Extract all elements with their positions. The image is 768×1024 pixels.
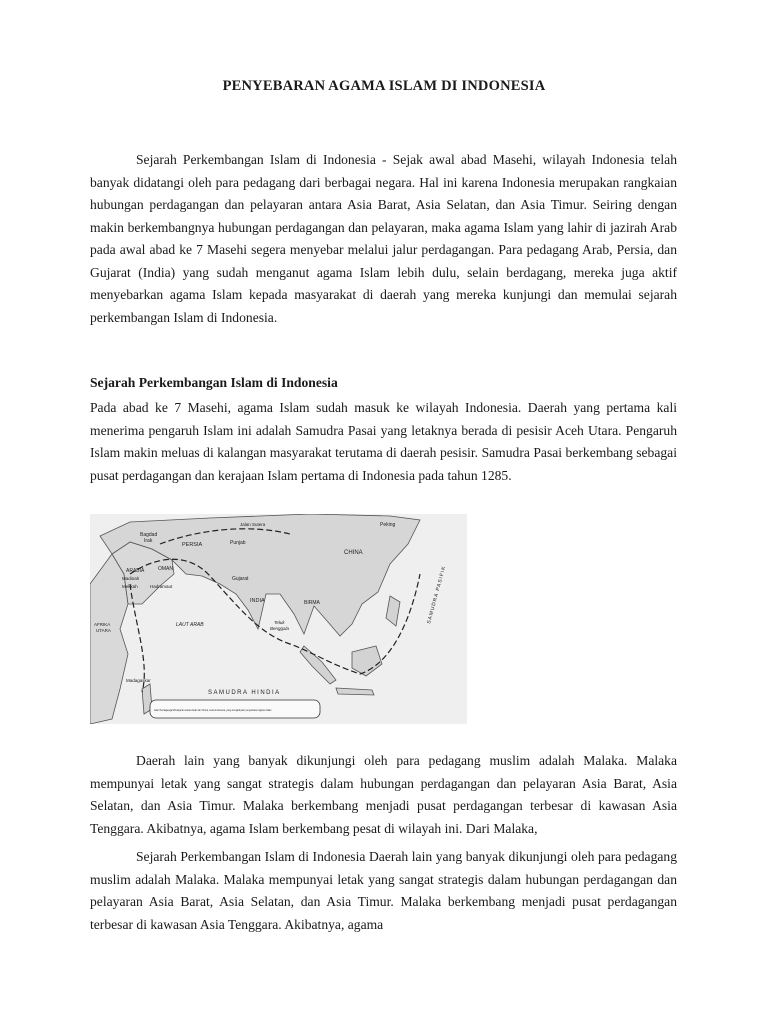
map-label-utara: UTARA [96,628,111,633]
map-label-afrika: AFRIKA [94,622,111,627]
document-title: PENYEBARAN AGAMA ISLAM DI INDONESIA [222,78,546,94]
map-label-mekkah: Mekkah [122,584,138,589]
paragraph-malaka-1: Daerah lain yang banyak dikunjungi oleh para pedagang muslim adalah Malaka. Malaka mempunyai letak yang sangat strategis dalam hubungan perdagangan dan pelayaran Asia Barat, Asia Selatan, dan Asia Timur. Malaka berkembang menjadi pusat perdagangan terbesar di kawasan Asia Tenggara. Akibatnya, agama Islam berkembang pesat di wilayah ini. Dari Malaka, [90,753,677,836]
map-legend-text: Jalur Perdagangan/Pelayaran antara Arab dan China, serta Indonesia, yang menjadi jalur penyebaran Agama Islam [154,710,272,712]
paragraph-malaka-2: Sejarah Perkembangan Islam di Indonesia Daerah lain yang banyak dikunjungi oleh para pedagang muslim adalah Malaka. Malaka mempunyai letak yang sangat strategis dalam hubungan perdagangan dan pelayaran Asia Barat, Asia Selatan, dan Asia Timur. Malaka berkembang menjadi pusat perdagangan terbesar di kawasan Asia Tenggara. Akibatnya, agama [90,849,677,932]
map-label-peking: Peking [380,522,396,528]
map-label-arabia: ARABIA [126,568,145,574]
map-label-laut-arab: LAUT ARAB [176,622,204,628]
map-label-jalan-sutera: Jalan Sutera [240,522,266,527]
map-label-irak: Irak [144,538,153,544]
sumatra-landmass [300,646,336,684]
map-label-madagaskar: Madagaskar [126,678,151,683]
map-label-benggala: Benggala [270,626,290,631]
map-label-baghdad: Bagdad [140,532,158,538]
map-label-gujarat: Gujarat [232,576,249,582]
section-paragraph: Pada abad ke 7 Masehi, agama Islam sudah masuk ke wilayah Indonesia. Daerah yang pertama kali menerima pengaruh Islam ini adalah Samudra Pasai yang letaknya berada di pesisir Aceh Utara. Pengaruh Islam makin meluas di kalangan masyarakat terutama di daerah pesisir. Samudra Pasai berkembang sebagai pusat perdagangan dan kerajaan Islam pertama di Indonesia pada tahun 1285. [90,400,677,483]
map-label-persia: PERSIA [182,542,203,548]
map-label-teluk: Teluk [274,620,285,625]
map-label-oman: OMAN [158,566,173,572]
section-heading: Sejarah Perkembangan Islam di Indonesia [90,375,338,390]
intro-paragraph: Sejarah Perkembangan Islam di Indonesia - Sejak awal abad Masehi, wilayah Indonesia telah banyak didatangi oleh para pedagang dari berbagai negara. Hal ini karena Indonesia merupakan rangkaian hubungan perdagangan dan pelayaran antara Asia Barat, Asia Selatan, dan Asia Timur. Seiring dengan makin berkembangnya hubungan perdagangan dan pelayaran, maka agama Islam yang lahir di jazirah Arab pada awal abad ke 7 Masehi segera menyebar melalui jalur perdagangan. Para pedagang Arab, Persia, dan Gujarat (India) yang sudah menganut agama Islam lebih dulu, selain berdagang, mereka juga aktif menyebarkan agama Islam kepada masyarakat di daerah yang mereka kunjungi dan memulai sejarah perkembangan Islam di Indonesia. [90,152,677,325]
map-label-birma: BIRMA [304,600,320,606]
map-label-punjab: Punjab [230,540,246,546]
java-landmass [336,688,374,695]
map-label-hadramaut: Hadramaut [150,584,173,589]
map-label-china: CHINA [344,550,363,556]
map-label-samudra-hindia: SAMUDRA HINDIA [208,690,281,696]
trade-route-map [90,514,467,724]
map-label-samudra-pasifik: SAMUDRA PASIFIK [426,565,448,625]
map-graphic [90,514,467,724]
map-legend-box [150,700,320,718]
borneo-landmass [352,646,382,676]
map-label-india: INDIA [250,598,265,604]
map-label-madinah: Madinah [122,576,140,581]
philippines-landmass [386,596,400,626]
